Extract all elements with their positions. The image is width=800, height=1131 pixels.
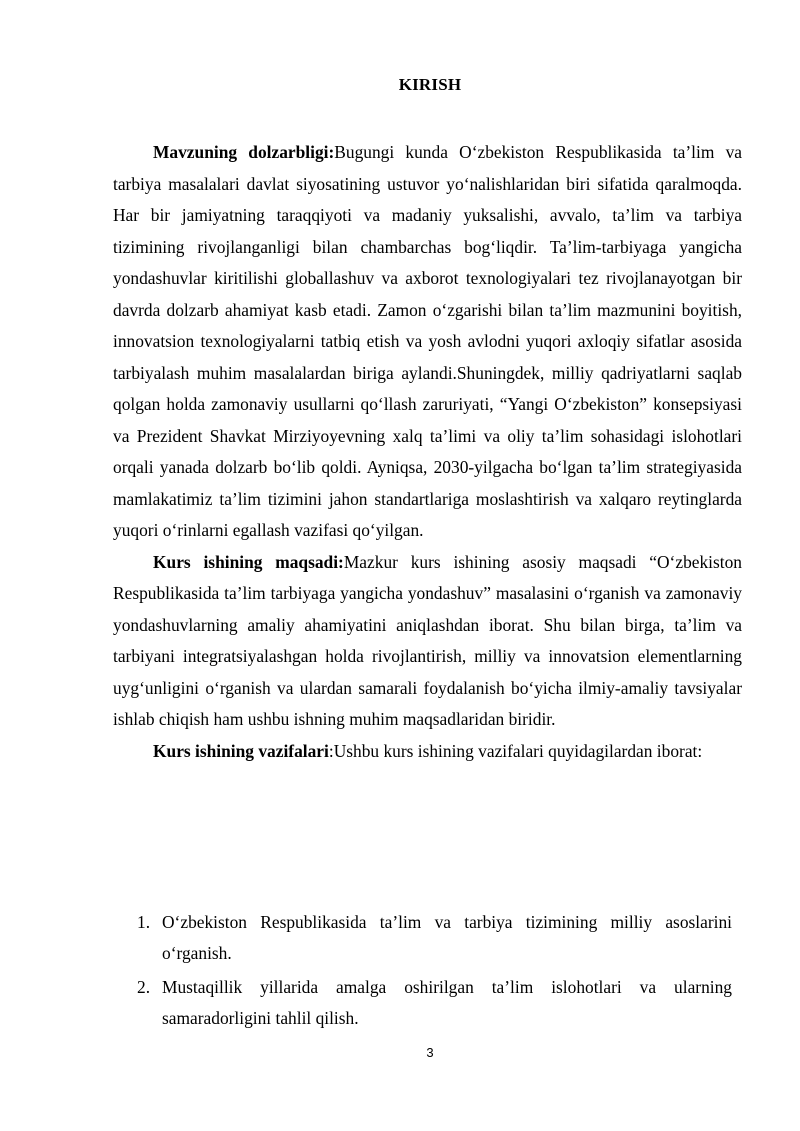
list-item xyxy=(113,972,742,1034)
paragraph-goal xyxy=(113,547,742,736)
paragraph-tasks xyxy=(113,736,742,768)
paragraph-label: Kurs ishining maqsadi: xyxy=(153,551,344,572)
body-text xyxy=(113,137,742,767)
list-item-text: O‘zbekiston Respublikasida ta’lim va tarbiya tizimining milliy asoslarini o‘rganish. xyxy=(162,912,732,963)
list-item-text: Mustaqillik yillarida amalga oshirilgan ta’lim islohotlari va ularning samaradorligini tahlil qilish. xyxy=(162,977,732,1028)
list-item-number: 1. xyxy=(137,912,151,932)
paragraph-text: Bugungi kunda O‘zbekiston Respublikasida ta’lim va tarbiya masalalari davlat siyosatining ustuvor yo‘nalishlaridan biri sifatida qaralmoqda. Har bir jamiyatning taraqqiyoti va madaniy yuksalishi, avvalo, ta’lim va tarbiya tizimining rivojlanganligi bilan chambarchas bog‘liqdir. Ta’lim-tarbiyaga yangicha yondashuvlar kiritilishi globallashuv va axborot texnologiyalari tez rivojlanayotgan bir davrda dolzarb ahamiyat kasb etadi. Zamon o‘zgarishi bilan ta’lim mazmunini boyitish, innovatsion texnologiyalarni tatbiq etish va yosh avlodni yuqori axloqiy sifatlar asosida tarbiyalash muhim masalalardan biriga aylandi.Shuningdek, milliy qadriyatlarni saqlab qolgan holda zamonaviy usullarni qo‘llash zaruriyati, “Yangi O‘zbekiston” konsepsiyasi va Prezident Shavkat Mirziyoyevning xalq ta’limi va oliy ta’lim sohasidagi islohotlari orqali yanada dolzarb bo‘lib qoldi. Ayniqsa, 2030-yilgacha bo‘lgan ta’lim strategiyasida mamlakatimiz ta’lim tizimini jahon standartlariga moslashtirish va xalqaro reytinglarda yuqori o‘rinlarni egallash vazifasi qo‘yilgan. xyxy=(113,142,742,540)
paragraph-text: Mazkur kurs ishining asosiy maqsadi “O‘zbekiston Respublikasida ta’lim tarbiyaga yangicha yondashuv” masalasini o‘rganish va zamonaviy yondashuvlarning amaliy ahamiyatini aniqlashdan iborat. Shu bilan birga, ta’lim va tarbiyani integratsiyalashgan holda rivojlantirish, milliy va innovatsion elementlarning uyg‘unligini o‘rganish va ulardan samarali foydalanish bo‘yicha ilmiy-amaliy tavsiyalar ishlab chiqish ham ushbu ishning muhim maqsadlaridan biridir. xyxy=(113,551,742,729)
page-number: 3 xyxy=(426,1045,434,1060)
paragraph-label: Kurs ishining vazifalari xyxy=(153,740,329,761)
paragraph-relevance xyxy=(113,137,742,547)
paragraph-text: :Ushbu kurs ishining vazifalari quyidagilardan iborat: xyxy=(328,740,703,761)
tasks-list xyxy=(113,907,742,1034)
list-item-number: 2. xyxy=(137,977,151,997)
paragraph-label: Mavzuning dolzarbligi: xyxy=(153,142,335,162)
page-title: KIRISH xyxy=(398,75,462,94)
list-item xyxy=(113,907,742,969)
